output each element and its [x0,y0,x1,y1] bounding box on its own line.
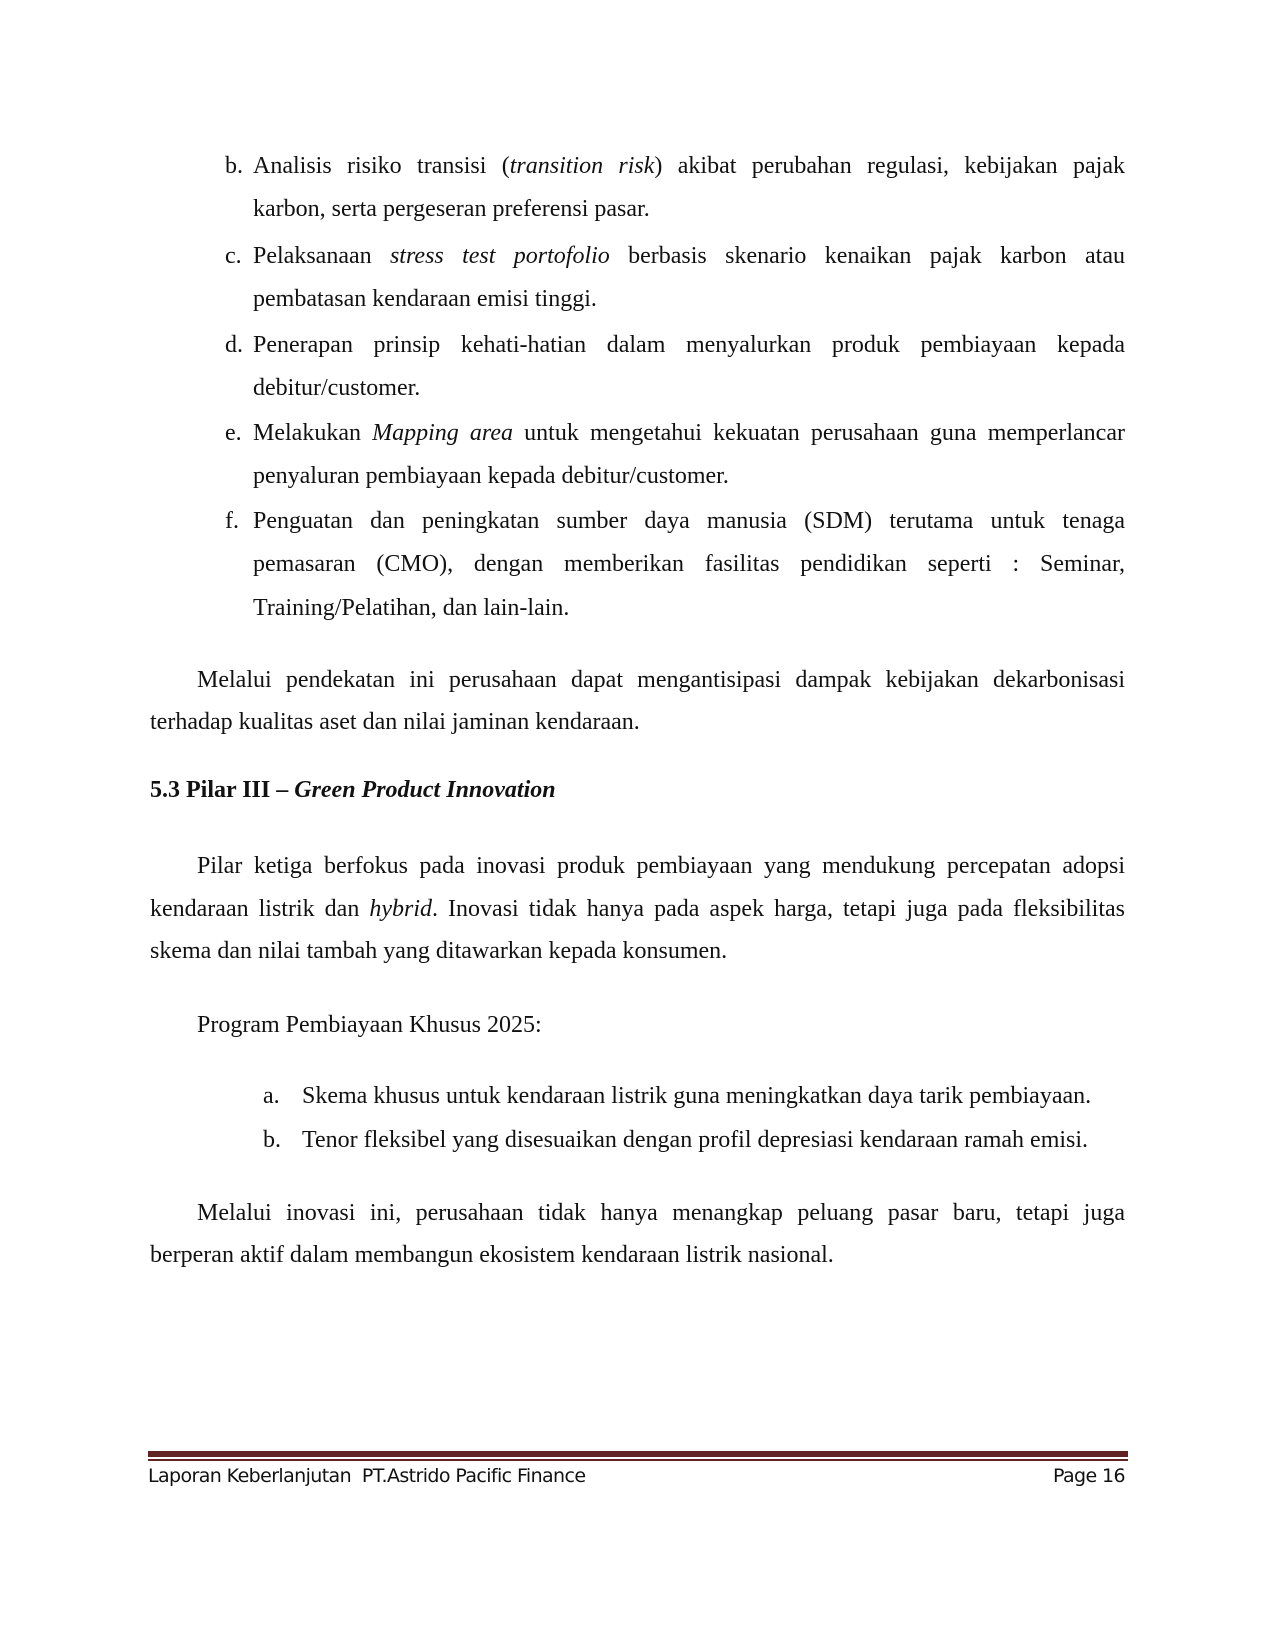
list-item-line [253,331,1125,359]
text-run: skema dan nilai tambah yang ditawarkan kepada konsumen. [150,938,728,964]
paragraph-line [197,852,1125,880]
paragraph-line: berperan aktif dalam membangun ekosistem kendaraan listrik nasional. [150,1242,834,1268]
text-run: Pilar ketiga berfokus pada inovasi produk pembiayaan yang mendukung percepatan adopsi [197,853,1125,879]
text-run: pembatasan kendaraan emisi tinggi. [253,286,597,312]
list-item-line [253,285,1125,313]
text-run: penyaluran pembiayaan kepada debitur/customer. [253,463,729,489]
list-item-line [253,152,1125,180]
footer-report-title: Laporan Keberlanjutan PT.Astrido Pacific Finance [148,1465,586,1487]
text-run: Training/Pelatihan, dan lain-lain. [253,595,570,621]
list-item-line [253,594,1125,622]
paragraph-line [150,937,1125,965]
italic-term: hybrid [369,896,433,922]
text-run: berbasis skenario kenaikan pajak karbon atau [609,243,1125,269]
list-item-text: Tenor fleksibel yang disesuaikan dengan profil depresiasi kendaraan ramah emisi. [302,1127,1089,1153]
text-run: ) akibat perubahan regulasi, kebijakan pajak [654,153,1125,179]
italic-term: Mapping area [372,420,514,446]
text-run: karbon, serta pergeseran preferensi pasar. [253,196,650,222]
heading-number-title: 5.3 Pilar III – [150,777,295,803]
paragraph-line: Melalui pendekatan ini perusahaan dapat mengantisipasi dampak kebijakan dekarbonisasi [197,667,1125,693]
list-item-line [253,374,1125,402]
list-item-line [253,419,1125,447]
list-item-line [253,507,1125,535]
text-run: pemasaran (CMO), dengan memberikan fasilitas pendidikan seperti : Seminar, [253,551,1125,577]
list-item-label: c. [225,243,242,269]
list-item-label: b. [225,153,243,179]
text-run: untuk mengetahui kekuatan perusahaan guna memperlancar [513,420,1125,446]
text-run: Penerapan prinsip kehati-hatian dalam menyalurkan produk pembiayaan kepada [253,332,1125,358]
text-run: Analisis risiko transisi ( [253,153,510,179]
italic-term: transition risk [509,153,655,179]
heading-italic-title: Green Product Innovation [294,777,556,803]
footer-rule-thin [148,1459,1128,1461]
list-item-label: b. [263,1127,281,1153]
text-run: . Inovasi tidak hanya pada aspek harga, tetapi juga pada fleksibilitas [432,896,1125,922]
list-item-text: Skema khusus untuk kendaraan listrik guna meningkatkan daya tarik pembiayaan. [302,1083,1092,1109]
list-item-line [253,462,1125,490]
list-item-line [253,550,1125,578]
footer-rule [148,1451,1128,1457]
text-run: kendaraan listrik dan [150,896,370,922]
list-item-line [253,195,1125,223]
paragraph-line: terhadap kualitas aset dan nilai jaminan kendaraan. [150,709,640,735]
list-item-label: d. [225,332,243,358]
italic-term: stress test portofolio [389,243,610,269]
paragraph-line: Melalui inovasi ini, perusahaan tidak hanya menangkap peluang pasar baru, tetapi juga [197,1200,1125,1226]
list-item-label: e. [225,420,242,446]
text-run: debitur/customer. [253,375,421,401]
program-intro: Program Pembiayaan Khusus 2025: [197,1012,542,1038]
footer-page-number: Page 16 [1052,1465,1125,1487]
text-run: Pelaksanaan [253,243,390,269]
text-run: Penguatan dan peningkatan sumber daya manusia (SDM) terutama untuk tenaga [253,508,1125,534]
list-item-label: a. [263,1083,280,1109]
list-item-line [253,242,1125,270]
list-item-label: f. [225,508,239,534]
section-heading [150,776,556,804]
paragraph-line [150,895,1125,923]
text-run: Melakukan [253,420,373,446]
